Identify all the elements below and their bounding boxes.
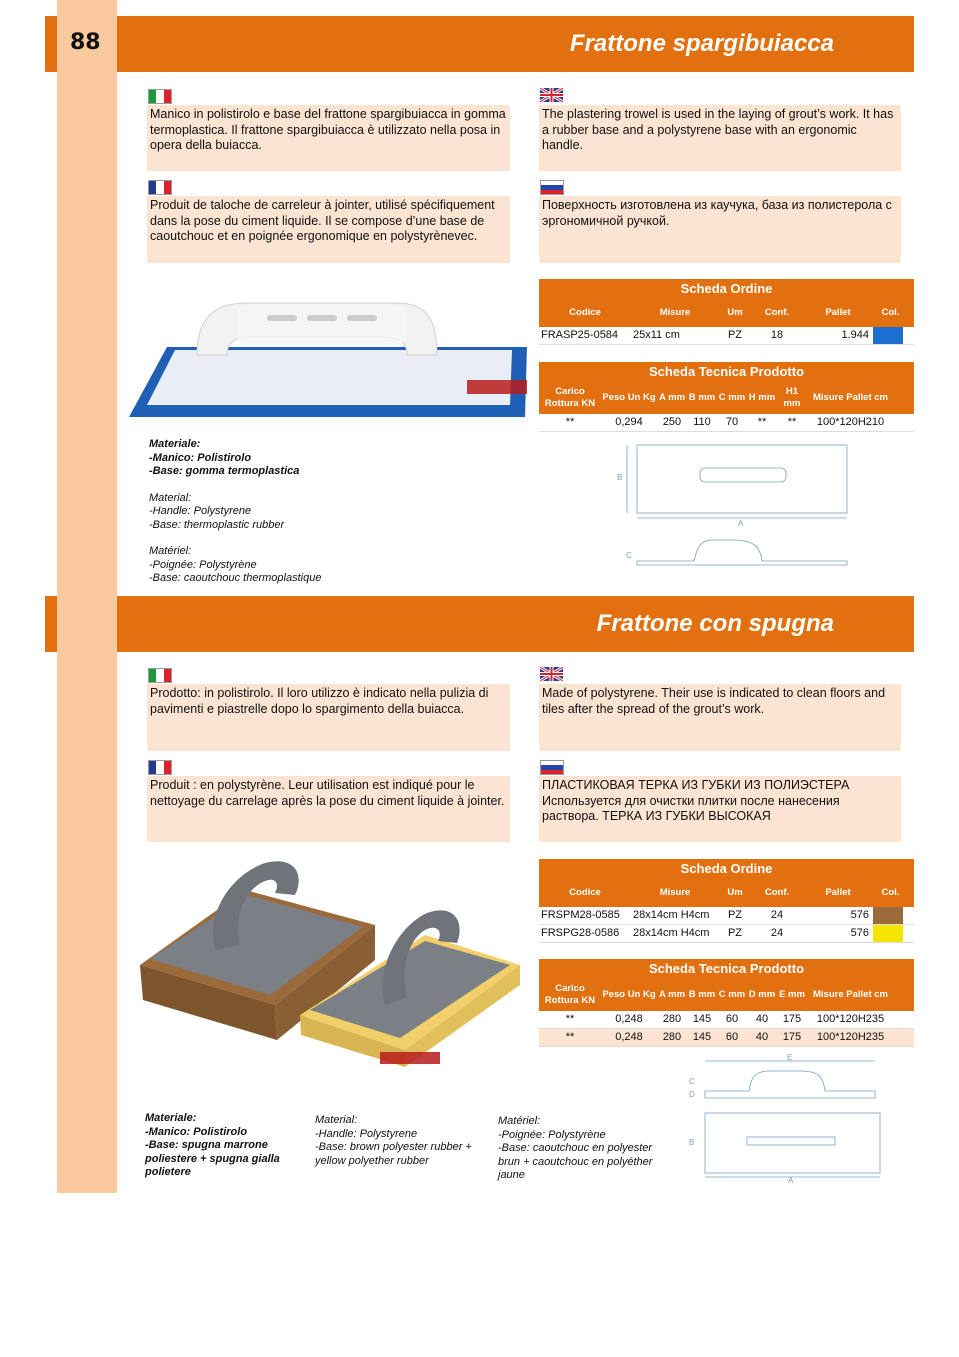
col-codice: Codice (569, 307, 601, 318)
col-col: Col. (881, 307, 900, 318)
section1-order-table (539, 279, 914, 345)
table-row: ** 0,248 280 145 60 40 175 100*120H235 (539, 1029, 914, 1047)
svg-text:A: A (738, 519, 744, 528)
uk-flag-icon (540, 88, 563, 102)
tech-title: Scheda Tecnica Prodotto (648, 364, 805, 379)
table-row: FRSPG28-0586 28x14cm H4cm PZ 24 576 (539, 925, 914, 943)
plastering-trowel-image (127, 295, 527, 420)
section2-banner (45, 596, 914, 652)
table-row: FRSPM28-0585 28x14cm H4cm PZ 24 576 (539, 907, 914, 925)
sponge-trowel-image (135, 855, 525, 1070)
section1-title: Frattone spargibuiacca (569, 30, 834, 57)
section1-desc-it: Manico in polistirolo e base del frattone spargibuiacca in gomma termoplastica. Il frattone spargibuiacca è utilizzato nella posa in opera della buiacca. (147, 105, 510, 171)
uk-flag-icon (540, 667, 563, 681)
section1-technical-drawing (612, 440, 852, 575)
section2-desc-it: Prodotto: in polistirolo. Il loro utilizzo è indicato nella pulizia di pavimenti e piastrelle dopo lo spargimento della buiacca. (147, 684, 510, 751)
color-swatch (873, 327, 903, 344)
france-flag-icon (148, 180, 172, 195)
section1-materials: Materiale: -Manico: Polistirolo -Base: gomma termoplastica Material: -Handle: Polystyrene -Base: thermoplastic rubber Matériel: -Poignée: Polystyrène -Base: caoutchouc thermoplastique (149, 438, 322, 584)
svg-text:C: C (689, 1077, 695, 1086)
order-title: Scheda Ordine (680, 281, 773, 296)
svg-text:E: E (787, 1053, 793, 1062)
section2-materials-en: Material: -Handle: Polystyrene -Base: brown polyester rubber + yellow polyether rubber (315, 1114, 472, 1167)
svg-text:A: A (788, 1176, 794, 1185)
col-um: Um (727, 307, 743, 318)
section1-desc-en: The plastering trowel is used in the laying of grout’s work. It has a rubber base and a polystyrene base with an ergonomic handle. (539, 105, 901, 171)
col-misure: Misure (659, 307, 691, 318)
section2-title: Frattone con spugna (596, 610, 834, 637)
section2-technical-drawing (685, 1053, 885, 1185)
col-pallet: Pallet (825, 307, 851, 318)
table-row: ** 0,294 250 110 70 ** ** 100*120H210 (539, 414, 914, 432)
svg-text:B: B (689, 1138, 695, 1147)
page-number: 88 (70, 30, 101, 55)
order-title: Scheda Ordine (680, 861, 773, 876)
section2-desc-fr: Produit : en polystyrène. Leur utilisation est indiqué pour le nettoyage du carrelage après la pose du ciment liquide à jointer. (147, 776, 510, 842)
color-swatch (873, 907, 903, 924)
svg-text:B: B (617, 473, 623, 482)
section1-desc-fr: Produit de taloche de carreleur à jointer, utilisé spécifiquement dans la pose du ciment liquide. Il se compose d’une base de caoutchouc et en poignée ergonomique en polystyrènevec. (147, 196, 510, 263)
section2-materials-it: Materiale: -Manico: Polistirolo -Base: spugna marrone poliestere + spugna gialla polietere (145, 1112, 280, 1178)
section2-desc-ru: ПЛАСТИКОВАЯ ТЕРКА ИЗ ГУБКИ ИЗ ПОЛИЭСТЕРА Используется для очистки плитки после нанесения раствора. ТЕРКА ИЗ ГУБКИ ВЫСОКАЯ (539, 776, 901, 842)
russia-flag-icon (540, 760, 564, 775)
section2-tech-table: Scheda Tecnica Prodotto Carico Rottura KN Peso Un Kg A mm B mm C mm D mm E mm Misure Pallet cm ** 0,248 280 145 60 40 175 100*120H235 ** 0,248 280 145 60 40 175 100*120H235 (539, 959, 914, 1047)
section2-materials-fr: Matériel: -Poignée: Polystyrène -Base: caoutchouc en polyester brun + caoutchouc en polyéther jaune (498, 1115, 653, 1181)
header-banner (45, 16, 914, 72)
italy-flag-icon (148, 668, 172, 683)
tech-title: Scheda Tecnica Prodotto (648, 961, 805, 976)
svg-text:C: C (626, 551, 632, 560)
section1-tech-table: Scheda Tecnica Prodotto Carico Rottura KN Peso Un Kg A mm B mm C mm H mm H1 mm Misure Pallet cm ** 0,294 250 110 70 ** ** 100*120H210 (539, 362, 914, 432)
russia-flag-icon (540, 180, 564, 195)
section1-desc-ru: Поверхность изготовлена из каучука, база из полистерола с эргономичной ручкой. (539, 196, 901, 263)
france-flag-icon (148, 760, 172, 775)
section2-desc-en: Made of polystyrene. Their use is indicated to clean floors and tiles after the spread of the grout’s work. (539, 684, 901, 751)
table-row: FRASP25-0584 25x11 cm PZ 18 1.944 (539, 327, 914, 345)
col-conf: Conf. (764, 307, 790, 318)
section2-order-table: Scheda Ordine Codice Misure Um Conf. Pallet Col. FRSPM28-0585 28x14cm H4cm PZ 24 576 FRSPG28-0586 28x14cm H4cm PZ 24 576 (539, 859, 914, 943)
svg-text:D: D (689, 1090, 695, 1099)
italy-flag-icon (148, 89, 172, 104)
table-row: ** 0,248 280 145 60 40 175 100*120H235 (539, 1011, 914, 1029)
color-swatch (873, 925, 903, 942)
